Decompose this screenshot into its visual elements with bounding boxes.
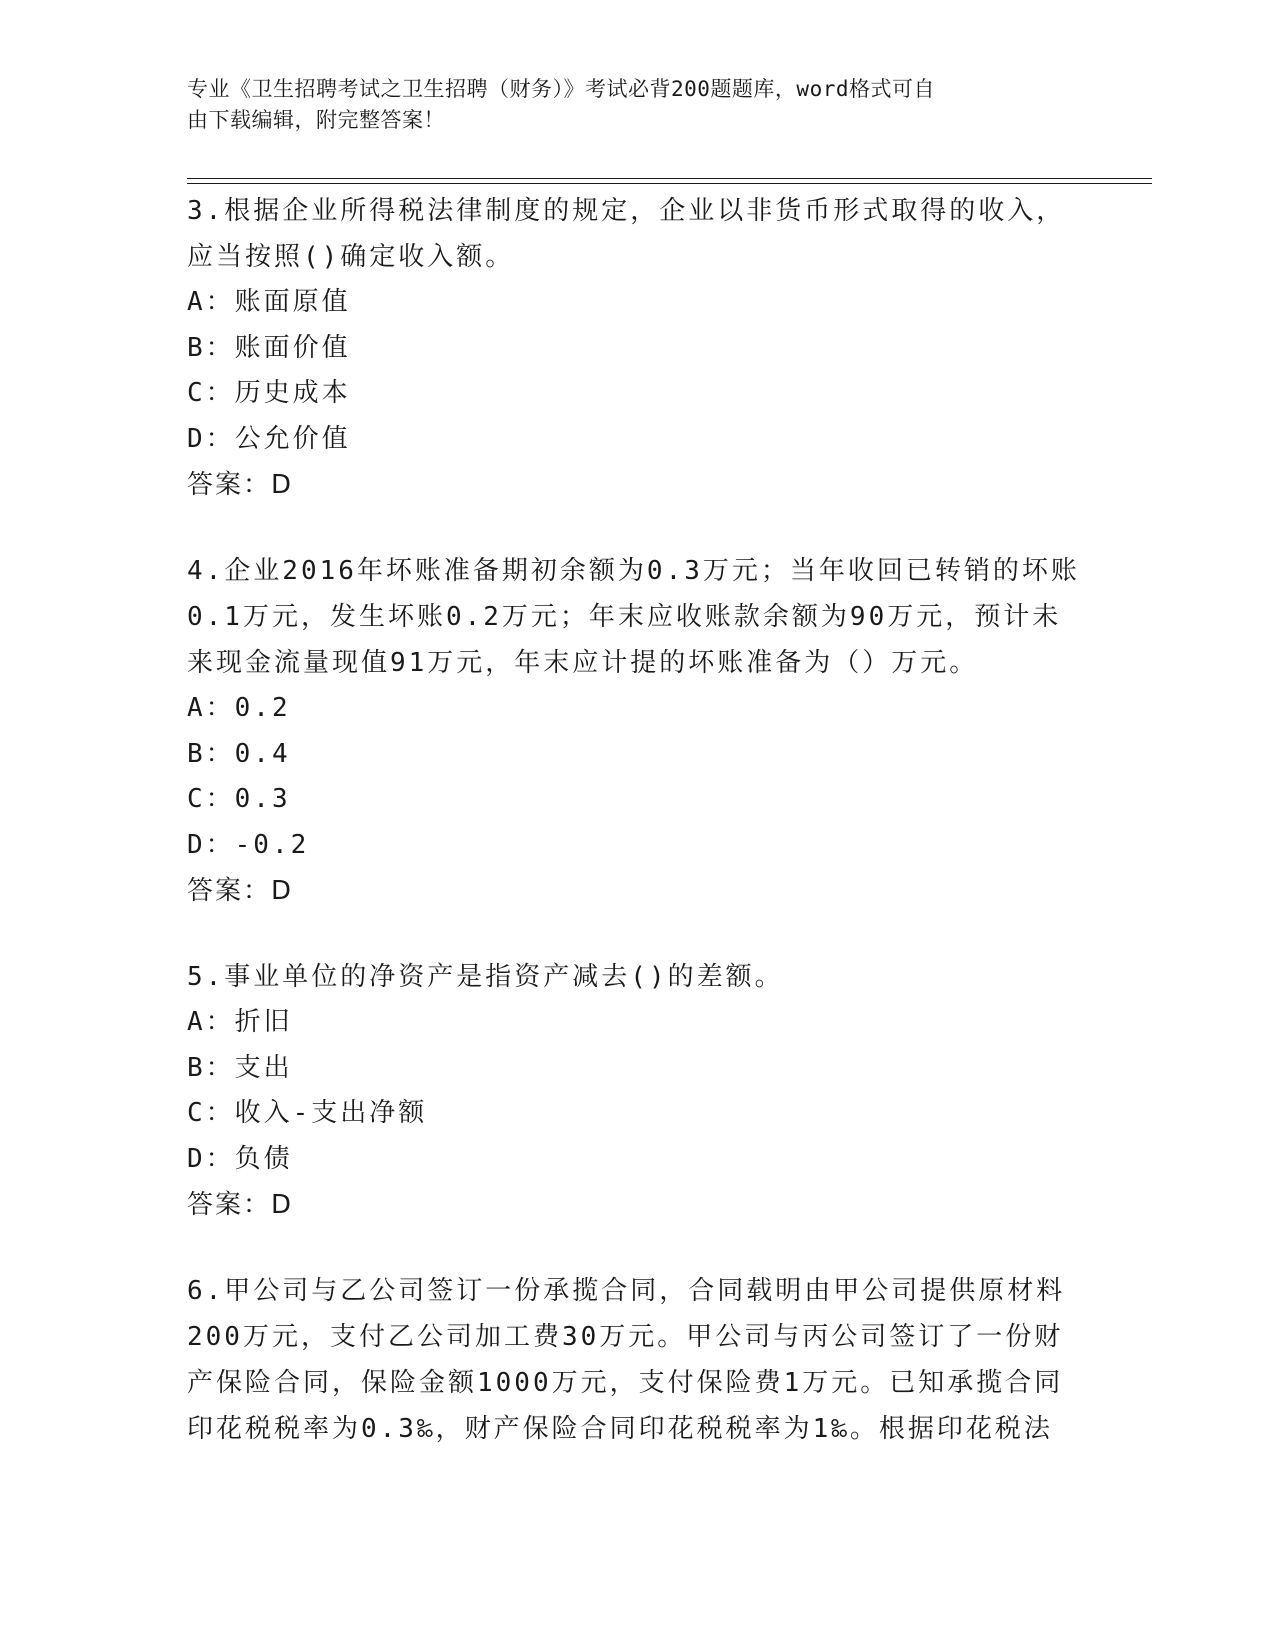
option-c: C：收入-支出净额 bbox=[187, 1098, 428, 1128]
option-a: A：账面原值 bbox=[187, 287, 351, 317]
question-text-line: 来现金流量现值91万元，年末应计提的坏账准备为（）万元。 bbox=[187, 648, 979, 678]
option-b: B：0.4 bbox=[187, 738, 291, 769]
header-divider-bottom bbox=[187, 183, 1152, 184]
header-line-2: 由下载编辑，附完整答案！ bbox=[187, 108, 445, 132]
question-text-line: 4.企业2016年坏账准备期初余额为0.3万元；当年收回已转销的坏账 bbox=[187, 556, 1080, 586]
option-d: D：负债 bbox=[187, 1143, 293, 1174]
option-b: B：账面价值 bbox=[187, 332, 351, 363]
option-b: B：支出 bbox=[187, 1052, 293, 1083]
option-d: D：-0.2 bbox=[187, 829, 310, 860]
question-4 bbox=[187, 548, 1087, 914]
document-header bbox=[187, 74, 1067, 136]
option-d: D：公允价值 bbox=[187, 423, 351, 454]
option-c: C：0.3 bbox=[187, 784, 291, 814]
question-list bbox=[187, 188, 1087, 1492]
header-line-1: 专业《卫生招聘考试之卫生招聘（财务）》考试必背200题题库，word格式可自 bbox=[187, 77, 935, 101]
question-text-line: 3.根据企业所得税法律制度的规定，企业以非货币形式取得的收入， bbox=[187, 196, 1066, 226]
question-text-line: 产保险合同，保险金额1000万元，支付保险费1万元。已知承揽合同 bbox=[187, 1368, 1064, 1398]
question-3 bbox=[187, 188, 1087, 508]
option-a: A：0.2 bbox=[187, 693, 291, 723]
option-a: A：折旧 bbox=[187, 1007, 293, 1037]
option-c: C：历史成本 bbox=[187, 378, 351, 408]
question-text-line: 6.甲公司与乙公司签订一份承揽合同，合同载明由甲公司提供原材料 bbox=[187, 1276, 1066, 1306]
question-5 bbox=[187, 954, 1087, 1228]
question-text-line: 应当按照()确定收入额。 bbox=[187, 242, 515, 272]
question-6 bbox=[187, 1268, 1087, 1452]
header-divider-top bbox=[187, 178, 1152, 179]
question-text-line: 0.1万元，发生坏账0.2万元；年末应收账款余额为90万元，预计未 bbox=[187, 602, 1062, 632]
question-text-line: 5.事业单位的净资产是指资产减去()的差额。 bbox=[187, 962, 784, 992]
answer-line: 答案：D bbox=[187, 876, 294, 906]
answer-line: 答案：D bbox=[187, 470, 294, 500]
question-text-line: 200万元，支付乙公司加工费30万元。甲公司与丙公司签订了一份财 bbox=[187, 1322, 1064, 1352]
question-text-line: 印花税税率为0.3‰，财产保险合同印花税税率为1‰。根据印花税法 bbox=[187, 1414, 1053, 1444]
answer-line: 答案：D bbox=[187, 1190, 294, 1220]
